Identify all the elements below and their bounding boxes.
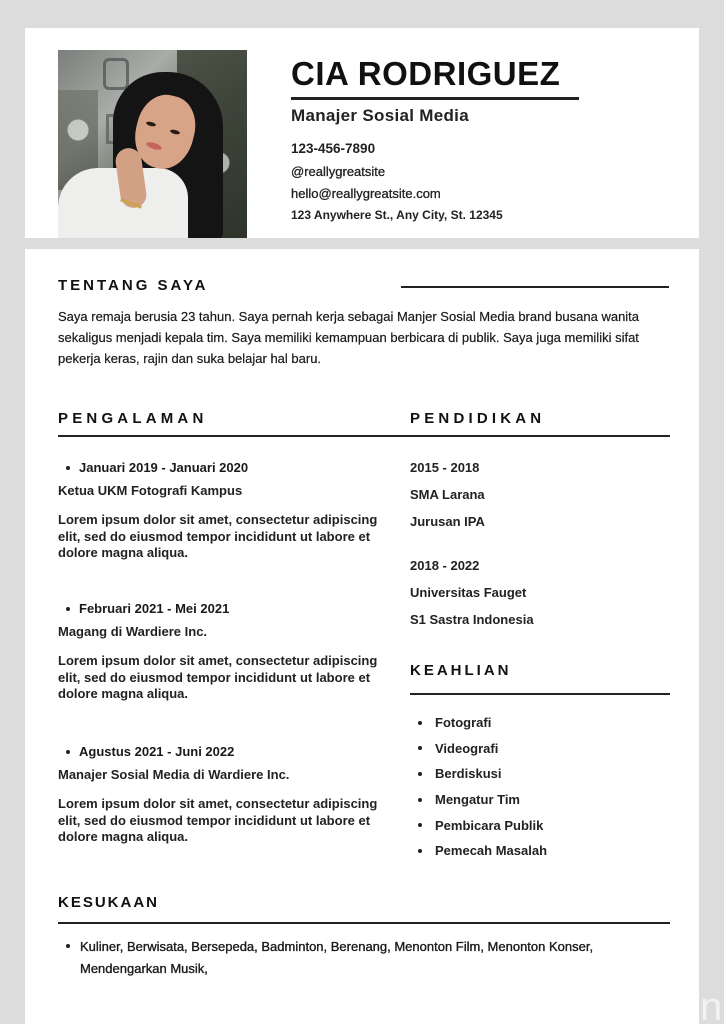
- bullet-icon: [66, 750, 70, 754]
- skills-divider: [410, 693, 670, 695]
- hobbies-divider: [58, 922, 670, 924]
- experience-role: Manajer Sosial Media di Wardiere Inc.: [58, 767, 290, 782]
- hobbies-text: Kuliner, Berwisata, Bersepeda, Badminton, Berenang, Menonton Film, Menonton Konser, Mendengarkan Musik,: [80, 939, 594, 976]
- education-major: Jurusan IPA: [410, 514, 485, 529]
- experience-item: [58, 601, 378, 703]
- experience-education-divider: [58, 435, 670, 437]
- bullet-icon: [418, 798, 422, 802]
- skill-item: [410, 710, 670, 736]
- skill-item: [410, 838, 670, 864]
- experience-description: Lorem ipsum dolor sit amet, consectetur adipiscing elit, sed do eiusmod tempor incididunt ut labore et dolore magna aliqua.: [58, 512, 378, 560]
- bullet-icon: [66, 466, 70, 470]
- about-title: TENTANG SAYA: [58, 277, 209, 294]
- experience-date-text: Februari 2021 - Mei 2021: [79, 601, 230, 616]
- education-major: S1 Sastra Indonesia: [410, 612, 534, 627]
- experience-date: [58, 460, 378, 475]
- photo-background-frame: [103, 58, 129, 90]
- education-years: 2018 - 2022: [410, 558, 480, 573]
- skill-label: Videografi: [435, 740, 499, 756]
- bullet-icon: [418, 746, 422, 750]
- experience-date-text: Januari 2019 - Januari 2020: [79, 460, 249, 475]
- education-school: SMA Larana: [410, 487, 485, 502]
- experience-date: [58, 601, 378, 616]
- experience-date-text: Agustus 2021 - Juni 2022: [79, 744, 235, 759]
- about-text: Saya remaja berusia 23 tahun. Saya pernah kerja sebagai Manjer Sosial Media brand busana wanita sekaligus menjadi kepala tim. Saya memiliki kemampuan berbicara di publik. Saya juga memiliki sifat pekerja keras, rajin dan suka belajar hal baru.: [58, 309, 640, 366]
- experience-date: [58, 744, 378, 759]
- experience-description: Lorem ipsum dolor sit amet, consectetur adipiscing elit, sed do eiusmod tempor incididunt ut labore et dolore magna aliqua.: [58, 796, 378, 844]
- contact-phone: 123-456-7890: [291, 141, 376, 156]
- skill-item: [410, 736, 670, 762]
- bullet-icon: [418, 772, 422, 776]
- skill-item: [410, 787, 670, 813]
- bullet-icon: [66, 607, 70, 611]
- contact-social: @reallygreatsite: [291, 164, 386, 179]
- bullet-icon: [418, 721, 422, 725]
- contact-address: 123 Anywhere St., Any City, St. 12345: [291, 208, 503, 222]
- education-title: PENDIDIKAN: [410, 410, 546, 427]
- hobbies-title: KESUKAAN: [58, 894, 160, 911]
- experience-role: Magang di Wardiere Inc.: [58, 624, 208, 639]
- education-years: 2015 - 2018: [410, 460, 480, 475]
- skill-label: Pemecah Masalah: [435, 843, 548, 859]
- contact-email: hello@reallygreatsite.com: [291, 186, 441, 201]
- skill-label: Berdiskusi: [435, 766, 502, 782]
- skill-item: [410, 812, 670, 838]
- about-divider: [401, 286, 669, 288]
- experience-item: [58, 460, 378, 562]
- watermark-glyph: n: [700, 990, 723, 1024]
- experience-role: Ketua UKM Fotografi Kampus: [58, 483, 243, 498]
- education-item: [410, 460, 670, 541]
- profile-photo: [58, 50, 247, 238]
- candidate-role: Manajer Sosial Media: [291, 106, 469, 125]
- experience-description: Lorem ipsum dolor sit amet, consectetur adipiscing elit, sed do eiusmod tempor incididunt ut labore et dolore magna aliqua.: [58, 653, 378, 701]
- hobbies-list: [66, 936, 666, 980]
- skills-list: [410, 710, 670, 864]
- skill-item: [410, 761, 670, 787]
- name-divider: [291, 97, 579, 100]
- education-school: Universitas Fauget: [410, 585, 527, 600]
- skill-label: Pembicara Publik: [435, 817, 544, 833]
- bullet-icon: [66, 944, 70, 948]
- bullet-icon: [418, 849, 422, 853]
- candidate-name: CIA RODRIGUEZ: [291, 55, 561, 92]
- experience-title: PENGALAMAN: [58, 410, 208, 427]
- skill-label: Mengatur Tim: [435, 792, 520, 808]
- skills-title: KEAHLIAN: [410, 662, 512, 679]
- education-item: [410, 558, 670, 639]
- bullet-icon: [418, 823, 422, 827]
- experience-item: [58, 744, 378, 846]
- skill-label: Fotografi: [435, 715, 492, 731]
